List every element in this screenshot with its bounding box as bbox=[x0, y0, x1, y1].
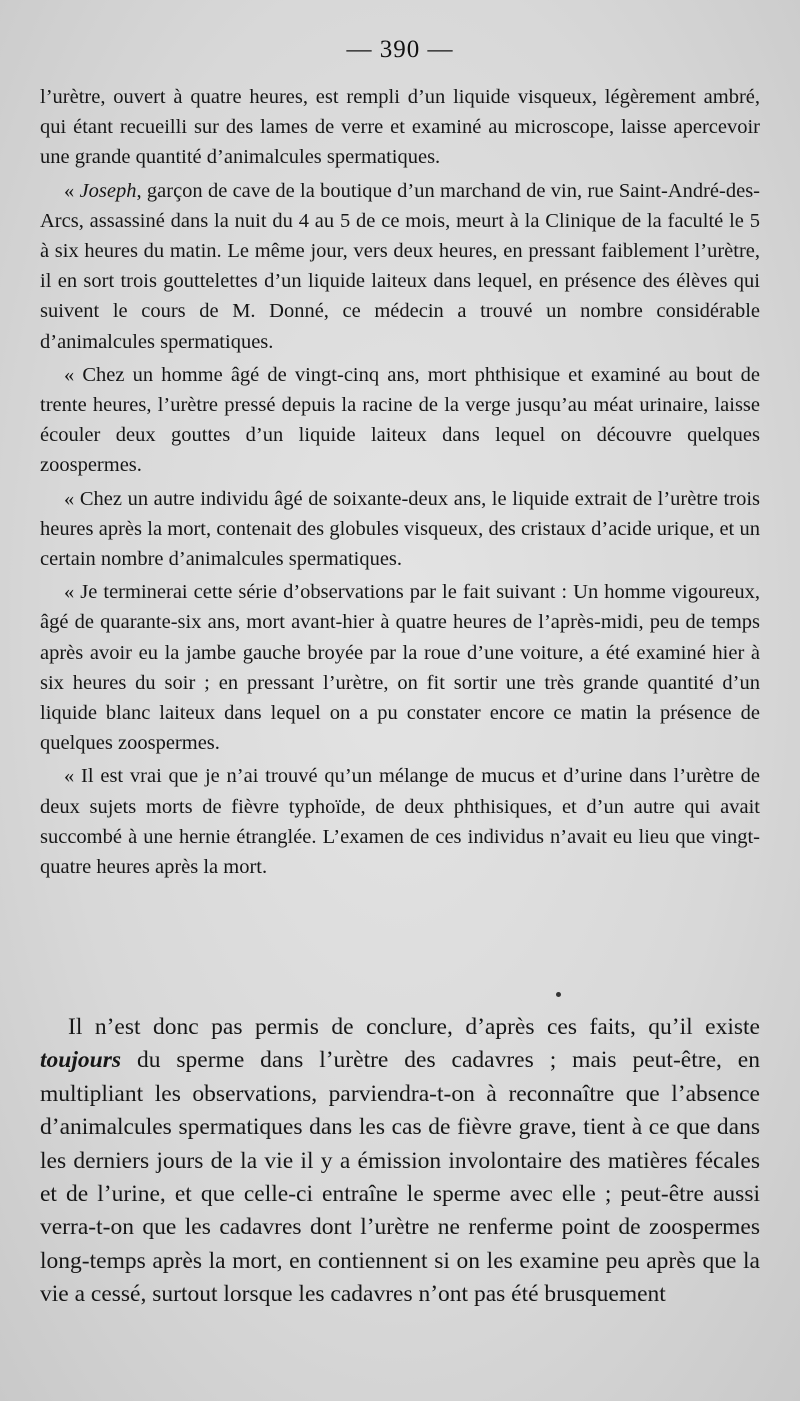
quoted-observations bbox=[40, 82, 760, 885]
paragraph-conclusion bbox=[40, 1011, 760, 1312]
paragraph-text: l’urètre, ouvert à quatre heures, est rempli d’un liquide visqueux, légèrement ambré, qui étant recueilli sur des lames de verre et examiné au microscope, laisse apercevoir une grande quantité d’animalcules spermatiques. bbox=[40, 86, 760, 169]
paragraph-text: , garçon de cave de la boutique d’un marchand de vin, rue Saint-André-des-Arcs, assassiné dans la nuit du 4 au 5 de ce mois, meurt à la Clinique de la faculté le 5 à six heures du matin. Le même jour, vers deux heures, en pressant faiblement l’urètre, il en sort trois gouttelettes d’un liquide laiteux dans lequel, en présence des élèves qui suivent le cours de M. Donné, ce médecin a trouvé un nombre considérable d’animalcules spermatiques. bbox=[40, 179, 760, 353]
quote-mark: « bbox=[64, 179, 80, 202]
page-number: — 390 — bbox=[346, 36, 454, 63]
italic-name: Joseph bbox=[79, 179, 137, 202]
ink-spot bbox=[556, 992, 561, 997]
paragraph-text: « Il est vrai que je n’ai trouvé qu’un mélange de mucus et d’urine dans l’urètre de deux sujets morts de fièvre typhoïde, de deux phthisiques, et d’un autre qui avait succombé à une hernie étranglée. L’examen de ces individus n’avait eu lieu que vingt-quatre heures après la mort. bbox=[40, 765, 760, 879]
paragraph-quarante-six bbox=[40, 577, 760, 758]
paragraph-joseph bbox=[40, 176, 760, 357]
paragraph-text-start: Il n’est donc pas permis de conclure, d’après ces faits, qu’il existe bbox=[68, 1014, 760, 1040]
paragraph-text-end: du sperme dans l’urètre des cadavres ; mais peut-être, en multipliant les observations, parviendra-t-on à reconnaître que l’absence d’animalcules spermatiques dans les cas de fièvre grave, tient à ce que dans les derniers jours de la vie il y a émission involontaire des matières fécales et de l’urine, et que celle-ci entraîne le sperme avec elle ; peut-être aussi verra-t-on que les cadavres dont l’urètre ne renferme point de zoospermes long-temps après la mort, en contiennent si on les examine peu après que la vie a cessé, surtout lorsque les cadavres n’ont pas été brusquement bbox=[40, 1047, 760, 1308]
paragraph-text: « Chez un homme âgé de vingt-cinq ans, mort phthisique et examiné au bout de trente heures, l’urètre pressé depuis la racine de la verge jusqu’au méat urinaire, laisse écouler deux gouttes d’un liquide laiteux dans lequel on découvre quelques zoospermes. bbox=[40, 363, 760, 477]
paragraph-mucus bbox=[40, 761, 760, 882]
paragraph-soixante-deux bbox=[40, 484, 760, 575]
paragraph-phthisique bbox=[40, 360, 760, 481]
paragraph-text: « Je terminerai cette série d’observations par le fait suivant : Un homme vigoureux, âgé de quarante-six ans, mort avant-hier à quatre heures de l’après-midi, peu de temps après avoir eu la jambe gauche broyée par la roue d’une voiture, a été examiné hier à six heures du soir ; en pressant l’urètre, on fit sortir une très grande quantité d’un liquide blanc laiteux dans lequel on a pu constater encore ce matin la présence de quelques zoospermes. bbox=[40, 581, 760, 755]
italic-emphasis: toujours bbox=[40, 1047, 121, 1074]
conclusion-text bbox=[40, 1011, 760, 1312]
paragraph-continuation bbox=[40, 82, 760, 173]
paragraph-text: « Chez un autre individu âgé de soixante-deux ans, le liquide extrait de l’urètre trois heures après la mort, contenait des globules visqueux, des cristaux d’acide urique, et un certain nombre d’animalcules spermatiques. bbox=[40, 487, 760, 571]
